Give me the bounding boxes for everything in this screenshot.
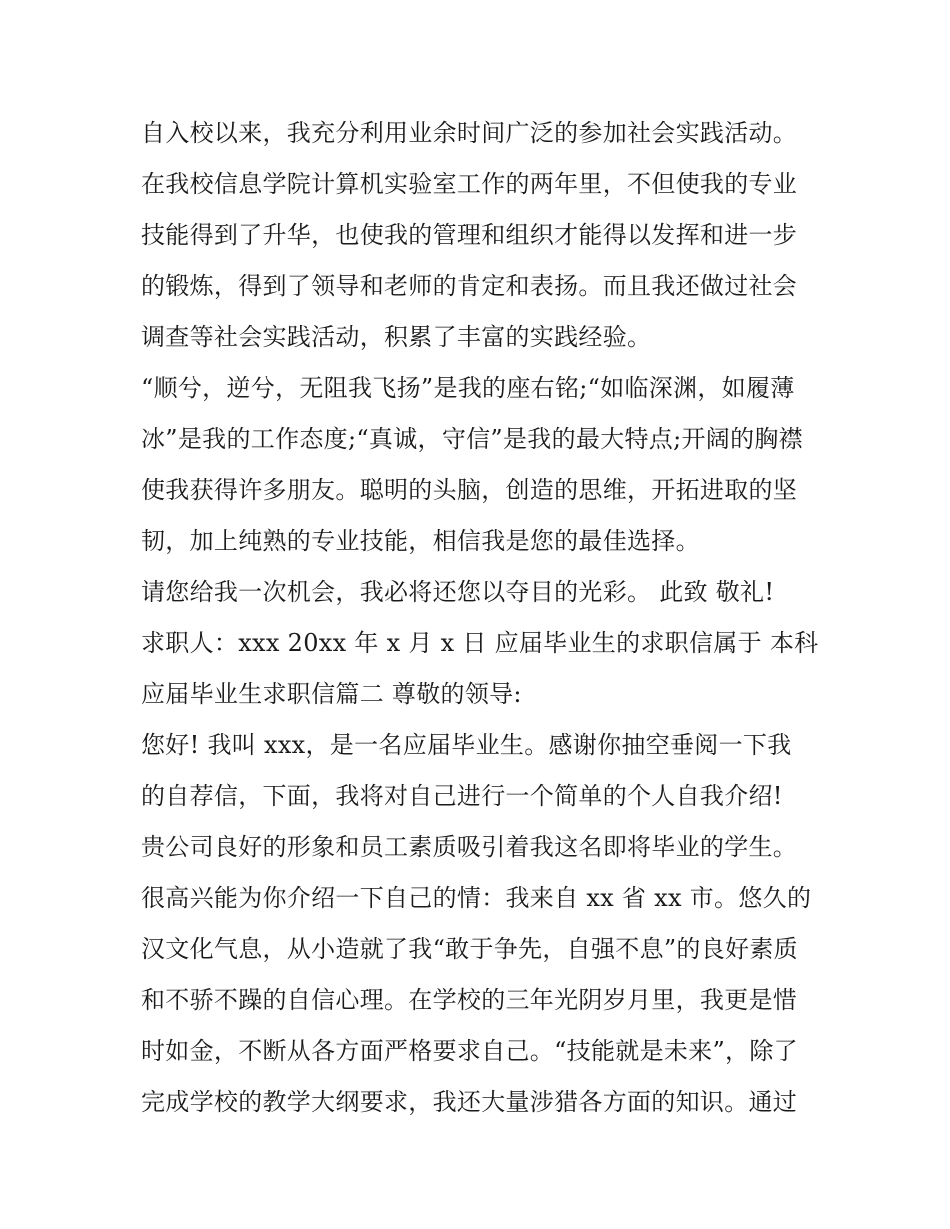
text-line-12: 应届毕业生求职信篇二 尊敬的领导: — [141, 680, 522, 708]
text-line-7: 冰”是我的工作态度;“真诚，守信”是我的最大特点;开阔的胸襟 — [141, 425, 803, 453]
text-line-5: 调查等社会实践活动，积累了丰富的实践经验。 — [141, 323, 652, 351]
text-line-9: 韧，加上纯熟的专业技能，相信我是您的最佳选择。 — [141, 527, 700, 555]
text-line-2: 在我校信息学院计算机实验室工作的两年里，不但使我的专业 — [141, 170, 798, 198]
text-line-6: “顺兮，逆兮，无阻我飞扬”是我的座右铭;“如临深渊，如履薄 — [141, 374, 795, 402]
text-line-3: 技能得到了升华，也使我的管理和组织才能得以发挥和进一步 — [141, 221, 798, 249]
text-line-19: 时如金，不断从各方面严格要求自己。“技能就是未来”，除了 — [141, 1037, 798, 1065]
text-line-10: 请您给我一次机会，我必将还您以夺目的光彩。 此致 敬礼! — [141, 578, 775, 606]
text-line-20: 完成学校的教学大纲要求，我还大量涉猎各方面的知识。通过 — [141, 1088, 798, 1116]
text-line-13: 您好! 我叫 xxx，是一名应届毕业生。感谢你抽空垂阅一下我 — [141, 731, 792, 759]
text-line-16: 很高兴能为你介绍一下自己的情：我来自 xx 省 xx 市。悠久的 — [141, 884, 812, 912]
document-body — [141, 108, 821, 1128]
text-line-4: 的锻炼，得到了领导和老师的肯定和表扬。而且我还做过社会 — [141, 272, 798, 300]
text-line-14: 的自荐信，下面，我将对自己进行一个简单的个人自我介绍! — [141, 782, 783, 810]
text-line-15: 贵公司良好的形象和员工素质吸引着我这名即将毕业的学生。 — [141, 833, 798, 861]
text-line-11: 求职人：xxx 20xx 年 x 月 x 日 应届毕业生的求职信属于 本科 — [141, 629, 819, 657]
text-line-1: 自入校以来，我充分利用业余时间广泛的参加社会实践活动。 — [141, 119, 798, 147]
text-line-18: 和不骄不躁的自信心理。在学校的三年光阴岁月里，我更是惜 — [141, 986, 798, 1014]
text-line-8: 使我获得许多朋友。聪明的头脑，创造的思维，开拓进取的坚 — [141, 476, 798, 504]
text-line-17: 汉文化气息，从小造就了我“敢于争先，自强不息”的良好素质 — [141, 935, 798, 963]
